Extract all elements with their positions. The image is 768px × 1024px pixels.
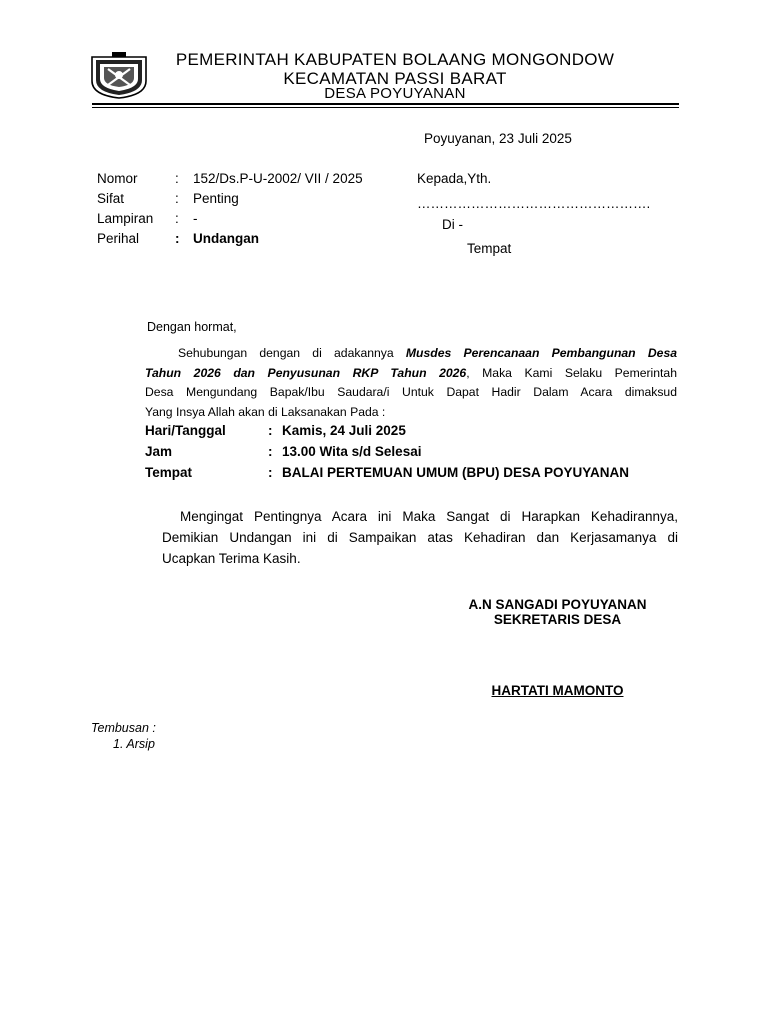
letter-date: Poyuyanan, 23 Juli 2025 [424,131,572,146]
meta-label-lampiran: Lampiran [97,211,154,226]
recipient-name-blank: ……………………………………………. [417,196,651,211]
closing-line-3: Ucapkan Terima Kasih. [162,551,301,566]
event-label-time: Jam [145,444,173,459]
letterhead-rule-thin [92,107,679,108]
event-sep: : [268,465,273,480]
meta-value-nomor: 152/Ds.P-U-2002/ VII / 2025 [193,171,363,186]
body-line-1: Sehubungan dengan di adakannya Musdes Perencanaan Pembangunan Desa [178,346,677,360]
meta-value-perihal: Undangan [193,231,259,246]
event-value-date: Kamis, 24 Juli 2025 [282,423,406,438]
meta-sep: : [175,171,179,186]
tembusan-item: 1. Arsip [113,737,155,751]
body-paragraph [145,344,677,422]
event-label-place: Tempat [145,465,193,480]
event-value-time: 13.00 Wita s/d Selesai [282,444,422,459]
recipient-place: Tempat [467,241,512,256]
signature-position: SEKRETARIS DESA [493,612,622,627]
event-sep: : [268,423,273,438]
meta-label-sifat: Sifat [97,191,125,206]
letterhead-district: KECAMATAN PASSI BARAT [283,69,507,88]
event-sep: : [268,444,273,459]
meta-label-perihal: Perihal [97,231,140,246]
event-value-place: BALAI PERTEMUAN UMUM (BPU) DESA POYUYANAN [282,465,630,480]
regency-emblem-logo [90,51,148,99]
recipient-greeting: Kepada,Yth. [417,171,492,186]
meta-sep: : [175,231,180,246]
signature-name: HARTATI MAMONTO [491,683,624,698]
letterhead-rule-thick [92,103,679,105]
salutation: Dengan hormat, [147,320,237,334]
body-line-2: Tahun 2026 dan Penyusunan RKP Tahun 2026, Maka Kami Selaku Pemerintah [145,365,677,380]
body-line-4: Yang Insya Allah akan di Laksanakan Pada : [145,404,386,419]
meta-sep: : [175,211,179,226]
recipient-di: Di - [442,217,463,232]
signature-title: A.N SANGADI POYUYANAN [468,597,647,612]
closing-line-2: Demikian Undangan ini di Sampaikan atas Kehadiran dan Kerjasamanya di [162,530,678,545]
meta-value-sifat: Penting [193,191,239,206]
letterhead-government: PEMERINTAH KABUPATEN BOLAANG MONGONDOW [175,50,615,69]
event-label-date: Hari/Tanggal [145,423,226,438]
meta-sep: : [175,191,179,206]
closing-line-1: Mengingat Pentingnya Acara ini Maka Sangat di Harapkan Kehadirannya, [180,509,678,524]
meta-label-nomor: Nomor [97,171,138,186]
tembusan-label: Tembusan : [91,721,156,735]
meta-value-lampiran: - [193,211,198,226]
closing-paragraph [162,506,678,569]
letterhead-village: DESA POYUYANAN [324,85,466,102]
body-line-3: Desa Mengundang Bapak/Ibu Saudara/i Untuk Dapat Hadir Dalam Acara dimaksud [145,385,677,399]
